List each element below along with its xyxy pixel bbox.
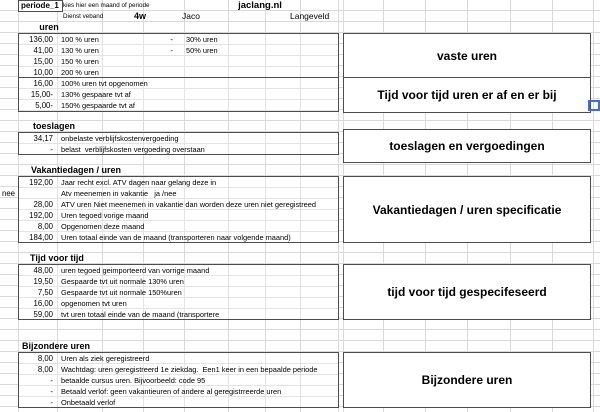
table-row: [19, 386, 338, 397]
label-cell[interactable]: Onbetaald verlof: [61, 398, 116, 407]
table-row: [19, 364, 338, 375]
value-cell[interactable]: 10,00: [33, 68, 53, 77]
table-row: [19, 78, 338, 89]
dienst-verband-label: Dienst veband: [63, 13, 104, 20]
value-cell[interactable]: 5,00-: [35, 101, 53, 110]
first-name-cell[interactable]: Jaco: [182, 11, 200, 21]
label-cell[interactable]: 150 % uren: [61, 57, 99, 66]
value-cell[interactable]: 15,00: [33, 57, 53, 66]
value-cell[interactable]: -: [50, 145, 53, 154]
value-cell[interactable]: 16,00: [33, 299, 53, 308]
value-cell[interactable]: 34,17: [33, 134, 53, 143]
value-cell[interactable]: 136,00: [29, 35, 53, 44]
label-cell[interactable]: Jaar recht excl. ATV dagen naar gelang deze in: [61, 178, 217, 187]
right-label-tvt-spec: tijd voor tijd gespecifeseerd: [343, 264, 591, 320]
section-title-vakantie: Vakantiedagen / uren: [31, 165, 122, 175]
label-cell[interactable]: 130% gespaare tvt af: [61, 90, 131, 99]
value-cell[interactable]: 15,00-: [30, 90, 53, 99]
label-cell[interactable]: Gespaarde tvt uit normale 130% uren: [61, 277, 184, 286]
label-cell[interactable]: opgenomen tvt uren: [61, 299, 127, 308]
table-row: [2, 188, 338, 199]
table-row: [19, 210, 338, 221]
table-row: [19, 34, 338, 45]
right-label-bijzondere: Bijzondere uren: [343, 352, 591, 408]
table-toeslagen: [18, 132, 339, 155]
value-cell[interactable]: 192,00: [29, 178, 53, 187]
label-cell[interactable]: Wachtdag: uren geregistreerd 1e ziekdag. Een1 keer in een bepaalde periode: [61, 365, 318, 374]
value-cell[interactable]: 8,00: [37, 365, 53, 374]
label-cell[interactable]: Uren tegoed vorige maand: [61, 211, 149, 220]
extra-label-cell[interactable]: 50% uren: [186, 46, 218, 55]
table-row: [19, 353, 338, 364]
table-row: [19, 265, 338, 276]
value-cell[interactable]: -: [50, 387, 53, 396]
value-cell[interactable]: 48,00: [33, 266, 53, 275]
right-label-vaste-uren: vaste uren: [343, 33, 591, 78]
dash-cell[interactable]: -: [170, 46, 173, 55]
dienst-verband-value-cell[interactable]: 4w: [133, 11, 146, 21]
table-row: [19, 133, 338, 144]
right-label-vakantie: Vakantiedagen / uren specificatie: [343, 176, 591, 243]
table-row: [19, 375, 338, 386]
table-row: [19, 298, 338, 309]
label-cell[interactable]: betaalde cursus uren. Bijvoorbeeld: code 95: [61, 376, 206, 385]
label-cell[interactable]: 100 % uren: [61, 35, 99, 44]
extra-label-cell[interactable]: 30% uren: [186, 35, 218, 44]
value-cell[interactable]: 192,00: [29, 211, 53, 220]
table-row: [19, 276, 338, 287]
label-cell[interactable]: uren tegoed geimporteerd van vorrige maand: [61, 266, 210, 275]
table-row: [19, 56, 338, 67]
value-cell[interactable]: 16,00: [33, 79, 53, 88]
value-cell[interactable]: 28,00: [33, 200, 53, 209]
label-cell[interactable]: ATV uren Niet meenemen in vakantie dan worden deze uren niet geregistreed: [61, 200, 316, 209]
label-cell[interactable]: Betaald verlof: geen vakantieuren of andere al geregistrreerde uren: [61, 387, 282, 396]
site-title: jaclang.nl: [238, 0, 282, 11]
table-row: [19, 397, 338, 408]
value-cell[interactable]: 184,00: [29, 233, 53, 242]
label-cell[interactable]: 200 % uren: [61, 68, 99, 77]
period-hint: kies hier een maand of periode: [63, 2, 150, 9]
right-label-tvt-adjust: Tijd voor tijd uren er af en er bij: [343, 77, 591, 113]
label-cell[interactable]: Gespaarde tvt uit normale 150%uren: [61, 288, 182, 297]
table-tvt-spec: [18, 264, 339, 320]
table-vaste-uren: [18, 33, 339, 78]
table-row: [19, 199, 338, 210]
table-row: [19, 144, 338, 155]
label-cell[interactable]: onbelaste verblijfskostenvergoeding: [61, 134, 179, 143]
label-cell[interactable]: Opgenomen deze maand: [61, 222, 145, 231]
value-cell[interactable]: 19,50: [33, 277, 53, 286]
section-title-toeslagen: toeslagen: [33, 121, 76, 131]
label-cell[interactable]: Atv meenemen in vakantie ja /nee: [61, 189, 177, 198]
table-row: [19, 89, 338, 100]
dash-cell[interactable]: -: [170, 35, 173, 44]
value-cell[interactable]: 8,00: [37, 222, 53, 231]
table-bijzondere: [18, 352, 339, 408]
period-selector-cell[interactable]: periode_1: [18, 0, 63, 12]
label-cell[interactable]: 150% gespaarde tvt af: [61, 101, 135, 110]
table-vakantie: [2, 176, 339, 243]
value-cell[interactable]: 8,00: [37, 354, 53, 363]
section-title-bijzonder: Bijzondere uren: [22, 341, 91, 351]
value-cell[interactable]: 41,00: [33, 46, 53, 55]
table-row: [19, 287, 338, 298]
table-row: [19, 45, 338, 56]
table-row: [19, 100, 338, 111]
section-title-uren: uren: [39, 22, 59, 32]
label-cell[interactable]: Uren totaal einde van de maand (transporteren naar volgende maand): [61, 233, 291, 242]
value-cell[interactable]: -: [50, 398, 53, 407]
label-cell[interactable]: 100% uren tvt opgenomen: [61, 79, 148, 88]
value-cell[interactable]: nee: [2, 189, 16, 198]
value-cell[interactable]: 7,50: [37, 288, 53, 297]
label-cell[interactable]: 130 % uren: [61, 46, 99, 55]
active-cell-selection[interactable]: [588, 100, 600, 111]
label-cell[interactable]: belast verblijfskosten vergoeding overstaan: [61, 145, 205, 154]
section-title-tvt: Tijd voor tijd: [30, 253, 84, 263]
label-cell[interactable]: tvt uren totaal einde van de maand (transportere: [61, 310, 220, 319]
last-name-cell[interactable]: Langeveld: [290, 11, 330, 21]
table-row: [19, 221, 338, 232]
label-cell[interactable]: Uren als ziek geregistreerd: [61, 354, 150, 363]
table-row: [19, 177, 338, 188]
table-row: [19, 309, 338, 320]
table-row: [19, 232, 338, 243]
table-tvt-adjust: [18, 77, 339, 112]
value-cell[interactable]: 59,00: [33, 310, 53, 319]
right-label-toeslagen: toeslagen en vergoedingen: [343, 129, 591, 163]
value-cell[interactable]: -: [50, 376, 53, 385]
